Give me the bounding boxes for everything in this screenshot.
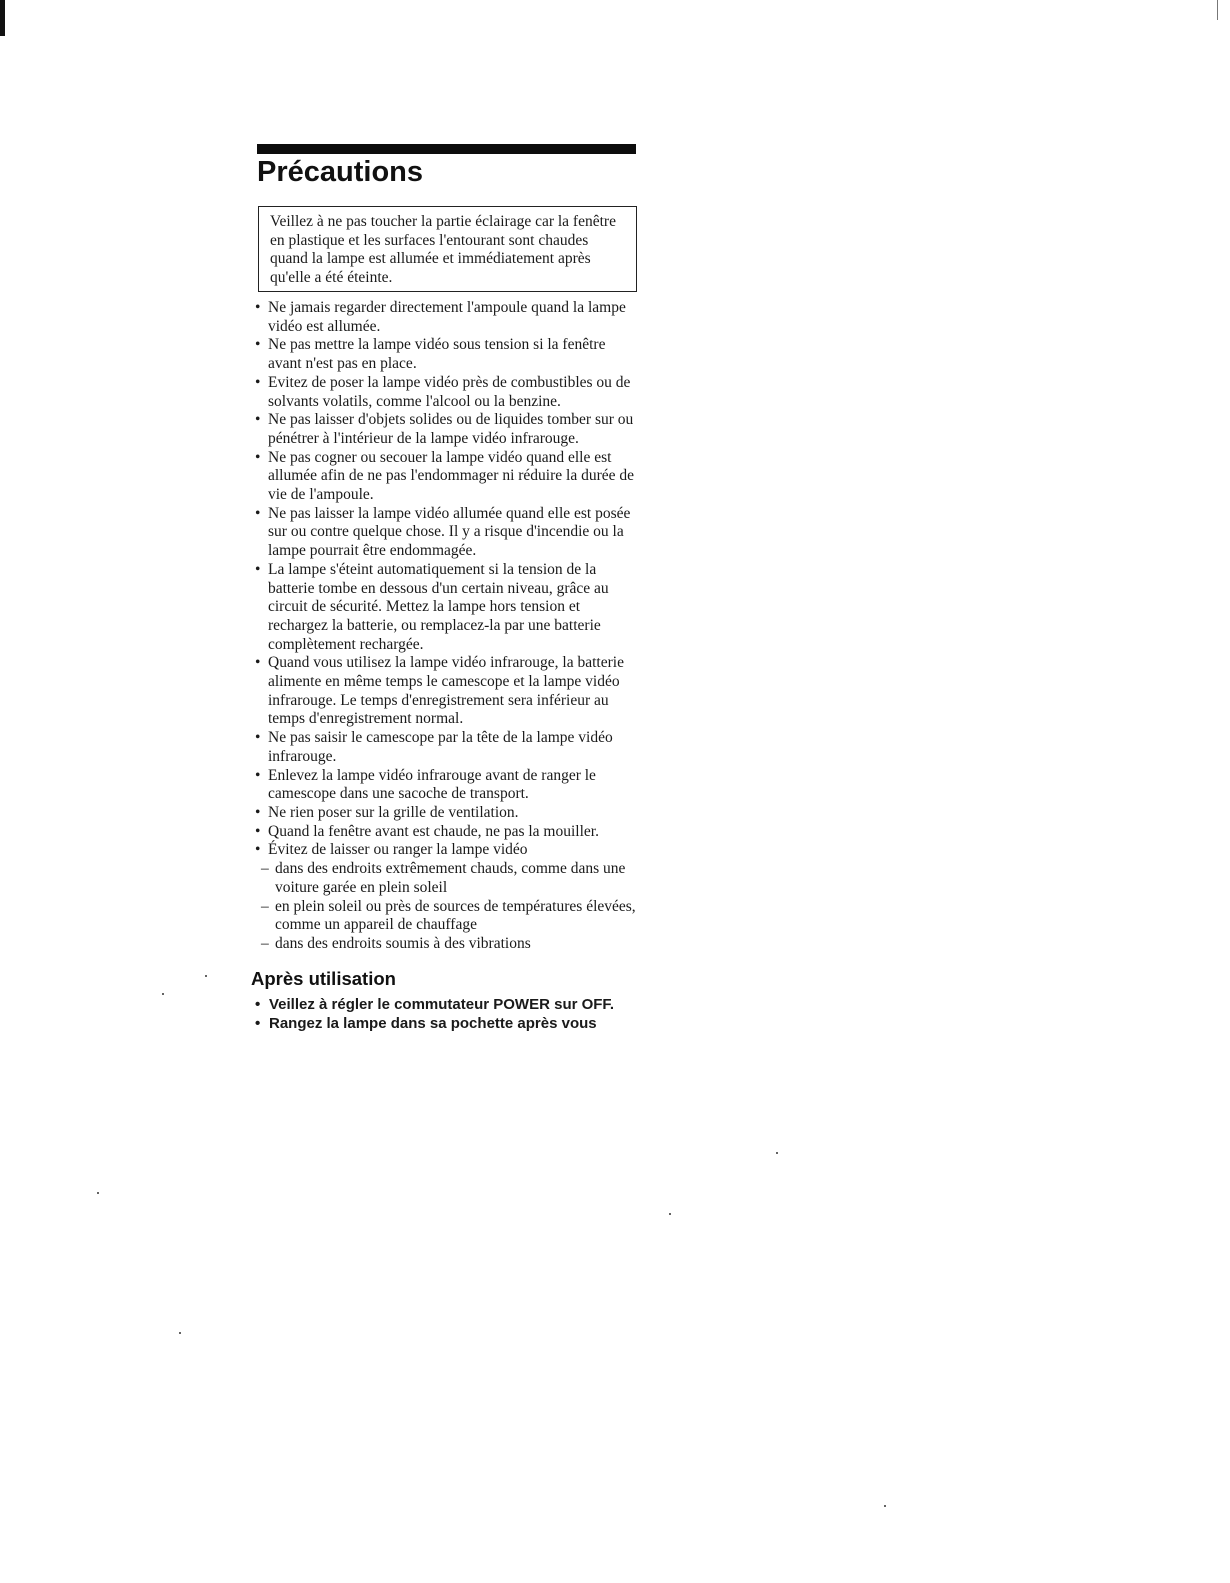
bullet-icon: • [255, 299, 261, 316]
precautions-content [251, 299, 640, 1033]
sublist-item-text: dans des endroits extrêmement chauds, comme dans une voiture garée en plein soleil [275, 860, 626, 896]
list-item-text: Évitez de laisser ou ranger la lampe vidéo [268, 841, 528, 859]
list-item-text: Ne pas mettre la lampe vidéo sous tension si la fenêtre avant n'est pas en place. [268, 336, 606, 373]
list-item [255, 374, 640, 411]
list-item-text: Ne rien poser sur la grille de ventilation. [268, 803, 519, 821]
list-item-text: Ne pas laisser d'objets solides ou de liquides tomber sur ou pénétrer à l'intérieur de la lampe vidéo infrarouge. [268, 411, 634, 447]
list-item [255, 1014, 640, 1033]
warning-text: Veillez à ne pas toucher la partie éclairage car la fenêtre en plastique et les surfaces l'entourant sont chaudes quand la lampe est allumée et immédiatement après qu'elle a été éteinte. [270, 213, 616, 287]
bullet-icon: • [255, 448, 261, 466]
bullet-icon: • [255, 504, 261, 522]
dash-icon: – [261, 897, 269, 915]
list-item-text: Enlevez la lampe vidéo infrarouge avant de ranger le camescope dans une sacoche de transport. [268, 766, 596, 803]
list-item [255, 505, 640, 561]
list-item [255, 449, 640, 505]
list-item-text: Rangez la lampe dans sa pochette après vous [269, 1014, 597, 1032]
list-item-text: Quand vous utilisez la lampe vidéo infrarouge, la batterie alimente en même temps le camescope et la lampe vidéo infrarouge. Le temps d'enregistrement sera inférieur au temps d'enregistrement normal. [268, 654, 624, 728]
dash-icon: – [261, 860, 269, 878]
list-item [255, 995, 640, 1014]
sublist-item-text: dans des endroits soumis à des vibrations [275, 934, 531, 952]
bullet-icon: • [255, 766, 261, 784]
section-heading-after-use: Après utilisation [251, 967, 396, 989]
list-item-text: Ne pas laisser la lampe vidéo allumée quand elle est posée sur ou contre quelque chose. Il y a risque d'incendie ou la lampe pourrait être endommagée. [268, 504, 631, 560]
dash-icon: – [261, 934, 269, 952]
bullet-icon: • [255, 803, 261, 821]
list-item-text: Ne pas saisir le camescope par la tête de la lampe vidéo infrarouge. [268, 729, 613, 765]
list-item [255, 767, 640, 804]
sublist-item [255, 935, 640, 954]
bullet-icon: • [255, 654, 261, 672]
list-item-text: Quand la fenêtre avant est chaude, ne pas la mouiller. [268, 822, 599, 840]
scan-speck [669, 1213, 671, 1215]
list-item [255, 336, 640, 373]
list-item-text: Evitez de poser la lampe vidéo près de combustibles ou de solvants volatils, comme l'alcool ou la benzine. [268, 373, 631, 410]
avoid-sublist [255, 860, 640, 954]
bullet-icon: • [255, 1014, 261, 1032]
scan-speck [162, 993, 164, 995]
page-title: Précautions [257, 156, 423, 188]
precautions-list [255, 299, 640, 860]
sublist-item [255, 860, 640, 897]
list-item-text: La lampe s'éteint automatiquement si la tension de la batterie tombe en dessous d'un certain niveau, grâce au circuit de sécurité. Mettez la lampe hors tension et rechargez la batterie, ou remplacez-la par une batterie complètement rechargée. [268, 560, 609, 653]
scan-speck [97, 1192, 99, 1194]
bullet-icon: • [255, 373, 261, 391]
list-item [255, 561, 640, 655]
scan-speck [776, 1152, 778, 1154]
scan-speck [179, 1332, 181, 1334]
bullet-icon: • [255, 560, 261, 578]
list-item [255, 299, 640, 336]
bullet-icon: • [255, 841, 261, 859]
list-item [255, 804, 640, 823]
scan-speck [205, 975, 207, 977]
list-item-text: Ne jamais regarder directement l'ampoule quand la lampe vidéo est allumée. [268, 299, 626, 335]
list-item [255, 841, 640, 860]
list-item [255, 411, 640, 448]
scan-edge-mark [0, 0, 5, 36]
after-use-list [255, 995, 640, 1033]
list-item [255, 729, 640, 766]
list-item-text: Veillez à régler le commutateur POWER sur OFF. [269, 995, 615, 1013]
list-item-text: Ne pas cogner ou secouer la lampe vidéo quand elle est allumée afin de ne pas l'endommager ni réduire la durée de vie de l'ampoule. [268, 448, 635, 504]
list-item [255, 654, 640, 729]
bullet-icon: • [255, 729, 261, 747]
bullet-icon: • [255, 822, 261, 840]
list-item [255, 823, 640, 842]
bullet-icon: • [255, 995, 261, 1013]
bullet-icon: • [255, 336, 261, 354]
scan-edge-line [1217, 0, 1218, 20]
sublist-item-text: en plein soleil ou près de sources de températures élevées, comme un appareil de chauffage [275, 897, 636, 934]
sublist-item [255, 898, 640, 935]
warning-box [258, 206, 637, 292]
scan-speck [884, 1505, 886, 1507]
bullet-icon: • [255, 411, 261, 429]
